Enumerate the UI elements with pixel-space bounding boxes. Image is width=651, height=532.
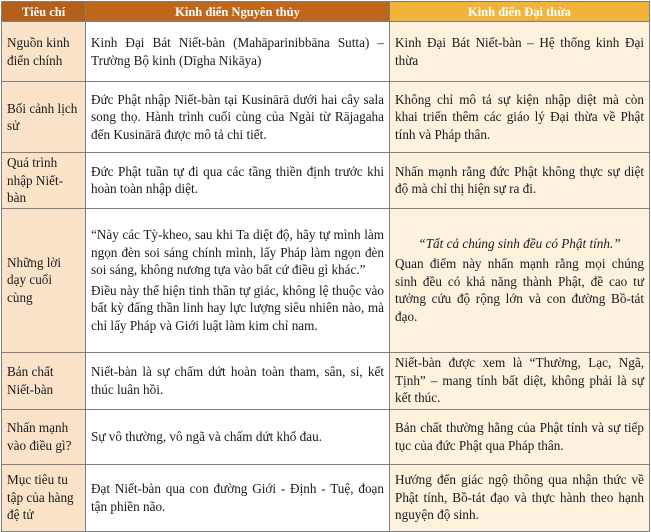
cell-text: Nhấn mạnh rằng đức Phật không thực sự diệt độ mà chỉ thị hiện sự ra đi. — [395, 163, 644, 197]
cell-text: Không chỉ mô tả sự kiện nhập diệt mà còn khai triển thêm các giáo lý Đại thừa về Phật tính và Pháp thân. — [395, 91, 644, 142]
cell-text: Hướng đến giác ngộ thông qua nhận thức về Phật tính, Bồ-tát đạo và thực hành theo hạnh nguyện độ sinh. — [395, 472, 644, 523]
theravada-cell — [86, 409, 390, 464]
criterion-cell: Nguồn kinh điển chính — [2, 22, 86, 82]
cell-text: Niết-bàn là sự chấm dứt hoàn toàn tham, sân, si, kết thúc luân hồi. — [91, 364, 384, 397]
table-row — [2, 82, 650, 153]
theravada-cell — [86, 352, 390, 409]
table-row — [2, 22, 650, 82]
criterion-cell: Nhấn mạnh vào điều gì? — [2, 409, 86, 464]
cell-text: Đức Phật nhập Niết-bàn tại Kusinārā dưới hai cây sala song thọ. Hành trình cuối cùng của Ngài từ Rājagaha đến Kusinārā được mô tả chi tiết. — [91, 91, 384, 142]
cell-text: Đức Phật tuần tự đi qua các tầng thiền định trước khi hoàn toàn nhập diệt. — [91, 163, 384, 197]
cell-text: Sự vô thường, vô ngã và chấm dứt khổ đau. — [91, 428, 322, 444]
mahayana-cell — [390, 352, 650, 409]
theravada-cell — [86, 82, 390, 153]
table-row — [2, 464, 650, 531]
criterion-cell: Những lời dạy cuối cùng — [2, 208, 86, 352]
header-mahayana: Kinh điển Đại thừa — [390, 2, 650, 22]
cell-text: Kinh Đại Bát Niết-bàn – Hệ thống kinh Đại thừa — [395, 35, 644, 68]
mahayana-cell — [390, 208, 650, 352]
header-theravada: Kinh điển Nguyên thủy — [86, 2, 390, 22]
table-row — [2, 409, 650, 464]
mahayana-cell — [390, 409, 650, 464]
mahayana-cell — [390, 22, 650, 82]
table-row — [2, 208, 650, 352]
mahayana-cell — [390, 82, 650, 153]
cell-text: Quan điểm này nhấn mạnh rằng mọi chúng sinh đều có khả năng thành Phật, đề cao tư tưởng cứu độ rộng lớn và con đường Bồ-tát đạo. — [395, 256, 644, 324]
criterion-cell: Quá trình nhập Niết-bàn — [2, 153, 86, 209]
cell-text: Đạt Niết-bàn qua con đường Giới - Định - Tuệ, đoạn tận phiền não. — [91, 481, 384, 514]
cell-text: Niết-bàn được xem là “Thường, Lạc, Ngã, Tịnh” – mang tính bất diệt, không phải là sự kết thúc. — [395, 355, 644, 406]
header-criterion: Tiêu chí — [2, 2, 86, 22]
table-row — [2, 153, 650, 209]
last-teaching-quote: “Này các Tỳ-kheo, sau khi Ta diệt độ, hãy tự mình làm ngọn đèn soi sáng chính mình, lấy Pháp làm ngọn đèn soi sáng, không nương tựa vào bất cứ điều gì khác.” — [91, 227, 384, 277]
cell-text: Kinh Đại Bát Niết-bàn (Mahāparinibbāna Sutta) – Trường Bộ kinh (Dīgha Nikāya) — [91, 35, 384, 68]
mahayana-cell — [390, 153, 650, 209]
criterion-cell: Mục tiêu tu tập của hàng đệ tử — [2, 464, 86, 531]
criterion-cell: Bản chất Niết-bàn — [2, 352, 86, 409]
mahayana-cell — [390, 464, 650, 531]
header-row — [2, 2, 650, 22]
criterion-cell: Bối cảnh lịch sử — [2, 82, 86, 153]
theravada-cell — [86, 22, 390, 82]
cell-text: Điều này thể hiện tinh thần tự giác, không lệ thuộc vào bất kỳ đấng thần linh hay lực lượng siêu nhiên nào, mà chỉ lấy Pháp và Giới luật làm kim chỉ nam. — [91, 282, 384, 333]
theravada-cell — [86, 464, 390, 531]
comparison-table — [1, 1, 650, 532]
theravada-cell — [86, 208, 390, 352]
table-row — [2, 352, 650, 409]
cell-text: Bản chất thường hằng của Phật tính và sự tiếp tục của đức Phật qua Pháp thân. — [395, 420, 644, 453]
theravada-cell — [86, 153, 390, 209]
buddha-nature-quote: “Tất cả chúng sinh đều có Phật tính.” — [418, 235, 621, 251]
